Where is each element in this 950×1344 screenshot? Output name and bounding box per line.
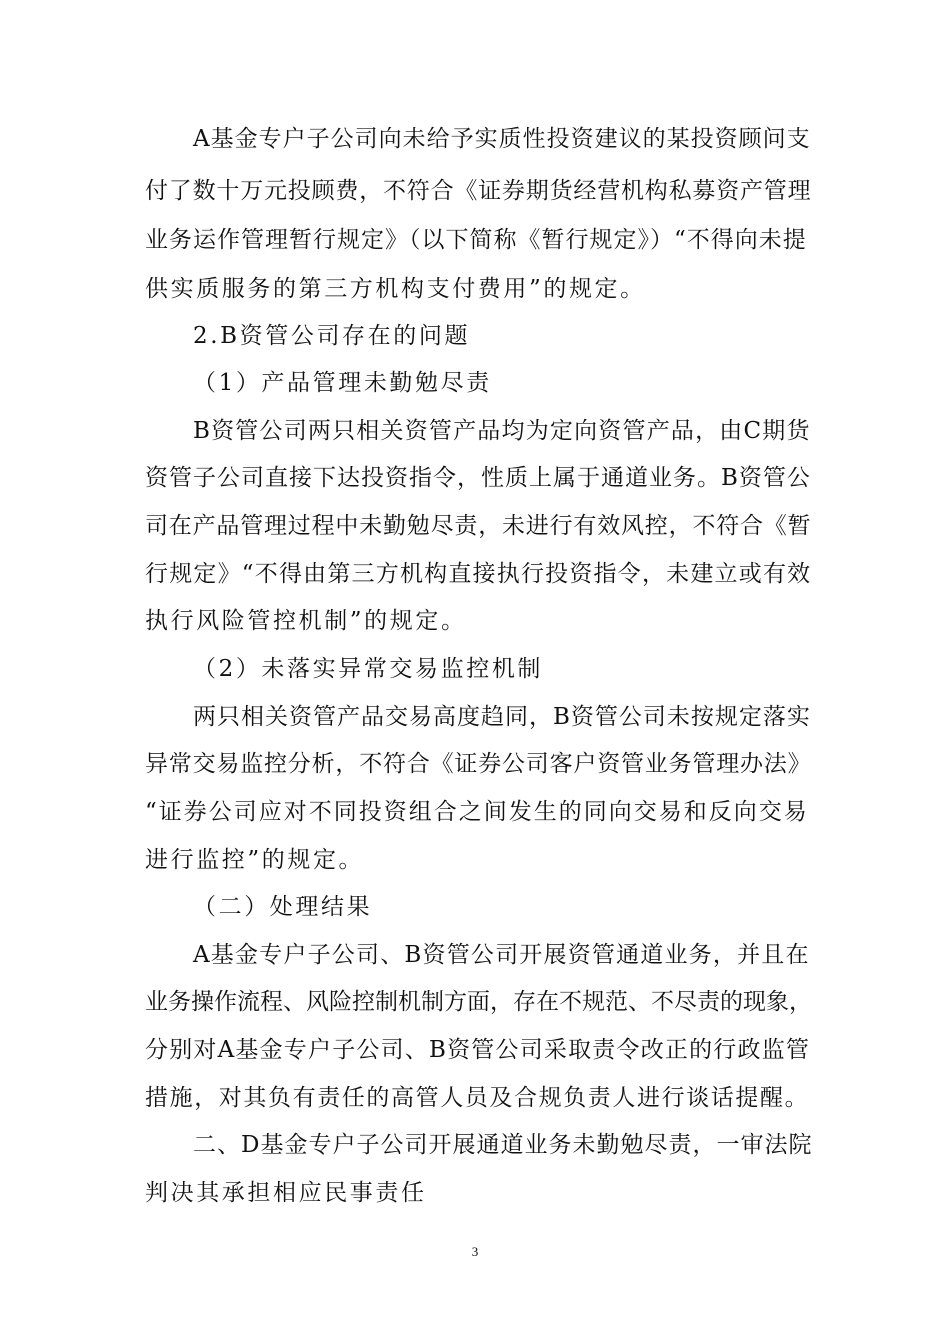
paragraph-line-17: 措施，对其负有责任的高管人员及合规负责人进行谈话提醒。 <box>145 1085 810 1111</box>
page-number: 3 <box>471 1244 479 1259</box>
paragraph-line-2: 付了数十万元投顾费，不符合《证券期货经营机构私募资产管理 <box>145 178 812 204</box>
paragraph-line-10: 两只相关资管产品交易高度趋同，B资管公司未按规定落实 <box>193 704 811 730</box>
paragraph-line-4: 供实质服务的第三方机构支付费用”的规定。 <box>145 276 646 302</box>
subheading-2: （2）未落实异常交易监控机制 <box>193 656 544 682</box>
paragraph-line-7: 司在产品管理过程中未勤勉尽责，未进行有效风控，不符合《暂 <box>145 513 812 539</box>
paragraph-line-11: 异常交易监控分析，不符合《证券公司客户资管业务管理办法》 <box>145 751 812 777</box>
paragraph-line-14: A基金专户子公司、B资管公司开展资管通道业务，并且在 <box>193 942 810 968</box>
subheading-1: （1）产品管理未勤勉尽责 <box>193 370 492 396</box>
section-heading-b: 2.B资管公司存在的问题 <box>193 323 471 349</box>
paragraph-line-9: 执行风险管控机制”的规定。 <box>145 608 467 634</box>
paragraph-line-1: A基金专户子公司向未给予实质性投资建议的某投资顾问支 <box>193 126 811 152</box>
paragraph-line-6: 资管子公司直接下达投资指令，性质上属于通道业务。B资管公 <box>145 465 811 491</box>
paragraph-line-3: 业务运作管理暂行规定》（以下简称《暂行规定》）“不得向未提 <box>145 227 807 253</box>
paragraph-line-16: 分别对A基金专户子公司、B资管公司采取责令改正的行政监管 <box>145 1037 811 1063</box>
paragraph-line-5: B资管公司两只相关资管产品均为定向资管产品，由C期货 <box>193 418 811 444</box>
paragraph-line-8: 行规定》“不得由第三方机构直接执行投资指令，未建立或有效 <box>145 561 812 587</box>
section-heading-d-cont: 判决其承担相应民事责任 <box>145 1180 427 1206</box>
paragraph-line-12: “证券公司应对不同投资组合之间发生的同向交易和反向交易 <box>145 799 809 825</box>
section-heading-results: （二）处理结果 <box>193 894 373 920</box>
paragraph-line-13: 进行监控”的规定。 <box>145 847 365 873</box>
paragraph-line-15: 业务操作流程、风险控制机制方面，存在不规范、不尽责的现象， <box>145 989 812 1015</box>
section-heading-d: 二、D基金专户子公司开展通道业务未勤勉尽责，一审法院 <box>193 1132 813 1158</box>
